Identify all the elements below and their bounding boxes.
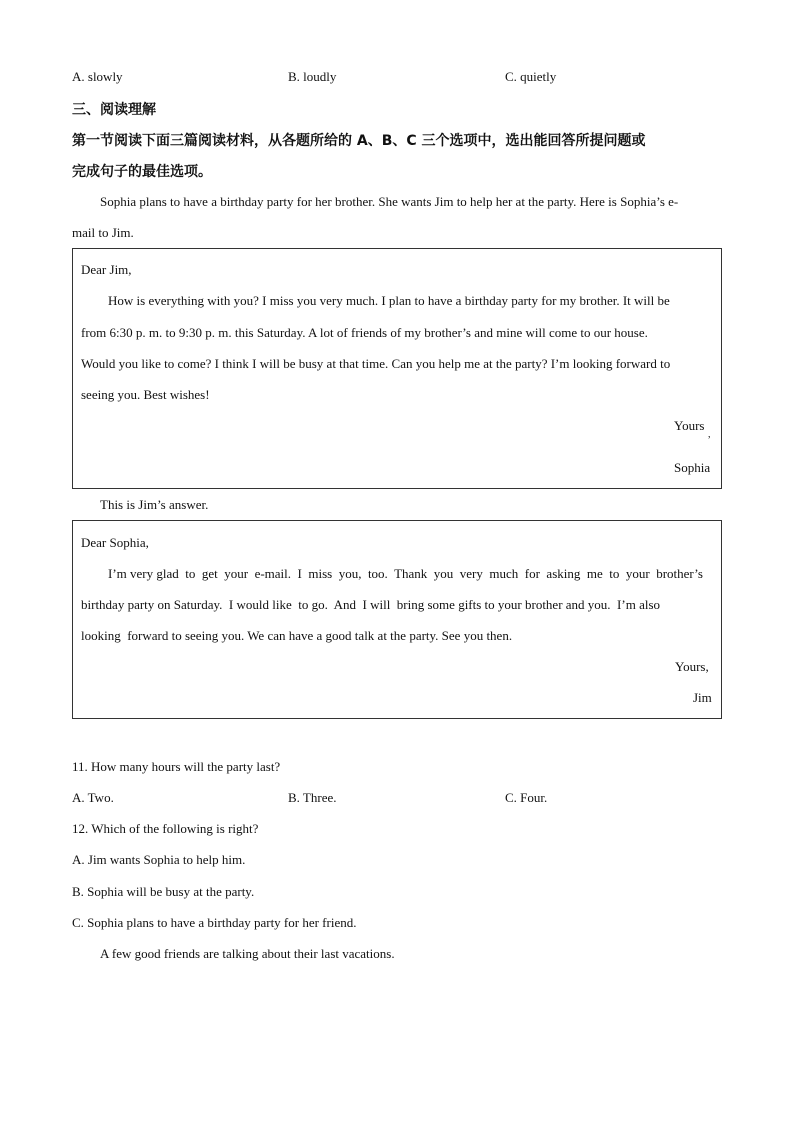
email1-line3: Would you like to come? I think I will be busy at that time. Can you help me at the party? I’m looking forward to xyxy=(81,356,671,371)
email1-line4: seeing you. Best wishes! xyxy=(81,387,210,402)
jim-answer-intro: This is Jim’s answer. xyxy=(100,497,209,512)
email1-line2: from 6:30 p. m. to 9:30 p. m. this Saturday. A lot of friends of my brother’s and mine will come to our house. xyxy=(81,325,648,340)
email2-line1: I’m very glad to get your e-mail. I miss you, too. Thank you very much for asking me to your brother’s xyxy=(108,566,703,581)
email1-signature: Sophia xyxy=(674,460,711,475)
q12-option-b: B. Sophia will be busy at the party. xyxy=(72,884,255,899)
email1-line1: How is everything with you? I miss you very much. I plan to have a birthday party for my brother. It will be xyxy=(108,293,670,308)
section-instruction-line1: 第一节阅读下面三篇阅读材料，从各题所给的 A、B、C 三个选项中，选出能回答所提问题或 xyxy=(72,133,646,149)
q12-stem: 12. Which of the following is right? xyxy=(72,821,259,836)
section-instruction-line2: 完成句子的最佳选项。 xyxy=(72,164,212,180)
email1-closing-comma: , xyxy=(708,429,711,440)
email2-line3: looking forward to seeing you. We can have a good talk at the party. See you then. xyxy=(81,628,513,643)
q12-option-a: A. Jim wants Sophia to help him. xyxy=(72,852,246,867)
q10-option-a: A. slowly xyxy=(72,69,123,84)
section-heading: 三、阅读理解 xyxy=(72,102,156,118)
email2-closing: Yours, xyxy=(675,659,709,674)
email1-greeting: Dear Jim, xyxy=(81,262,132,277)
q10-option-b: B. loudly xyxy=(288,69,337,84)
email1-closing: Yours xyxy=(674,418,705,433)
q11-option-b: B. Three. xyxy=(288,790,337,805)
passage2-intro: A few good friends are talking about their last vacations. xyxy=(100,946,395,961)
q11-stem: 11. How many hours will the party last? xyxy=(72,759,281,774)
passage1-intro-line2: mail to Jim. xyxy=(72,225,134,240)
q11-option-c: C. Four. xyxy=(505,790,548,805)
email2-box xyxy=(72,520,722,719)
q11-option-a: A. Two. xyxy=(72,790,114,805)
passage1-intro-line1: Sophia plans to have a birthday party for her brother. She wants Jim to help her at the party. Here is Sophia’s e- xyxy=(100,194,679,209)
email2-greeting: Dear Sophia, xyxy=(81,535,149,550)
q12-option-c: C. Sophia plans to have a birthday party for her friend. xyxy=(72,915,357,930)
email2-signature: Jim xyxy=(693,690,712,705)
q10-option-c: C. quietly xyxy=(505,69,557,84)
email2-line2: birthday party on Saturday. I would like to go. And I will bring some gifts to your brother and you. I’m also xyxy=(81,597,661,612)
